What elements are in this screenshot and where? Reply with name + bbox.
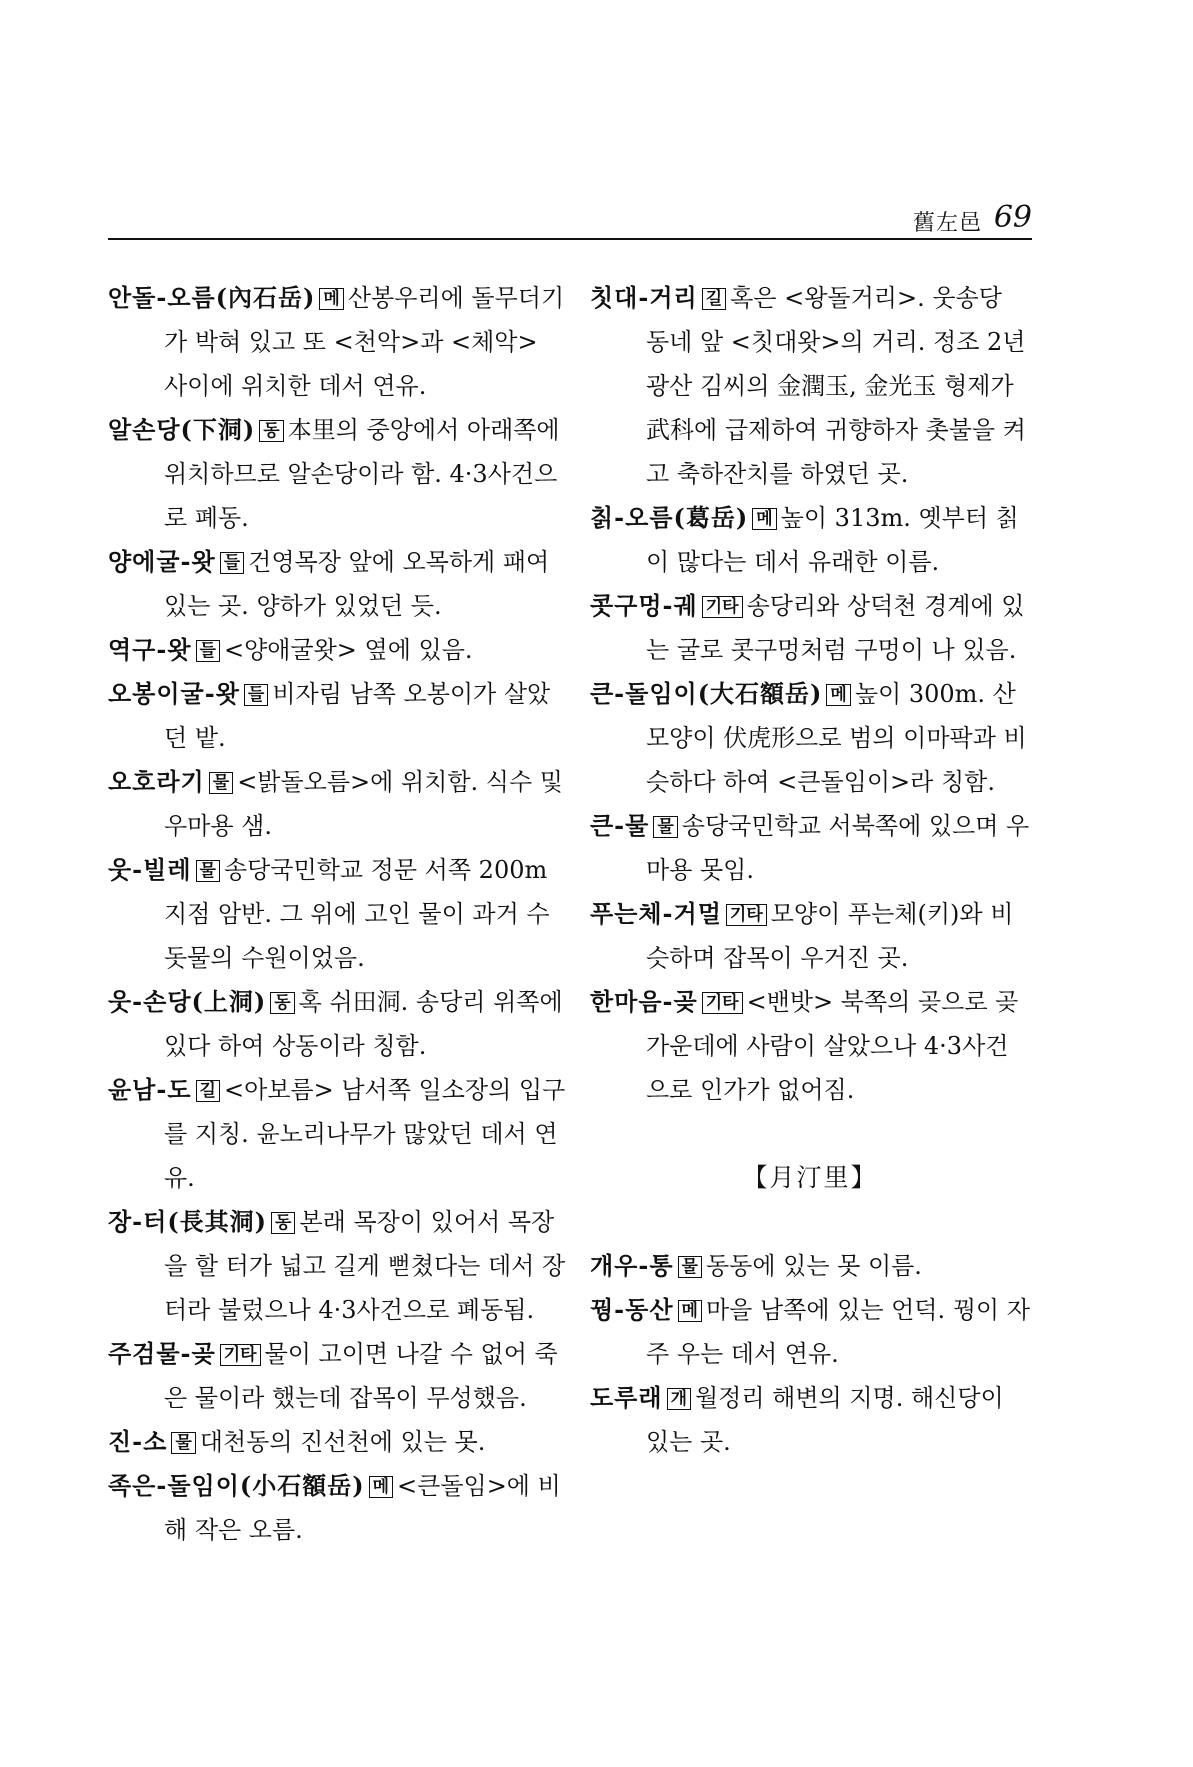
entry-description: 동동에 있는 못 이름.	[705, 1252, 922, 1280]
entry-description: 本里의 중앙에서 아래쪽에 위치하므로 알손당이라 함. 4·3사건으로 폐동.	[164, 416, 560, 532]
entry-category-tag: 메	[752, 508, 776, 530]
entry-category-tag: 동	[259, 420, 283, 442]
entry-category-tag: 기타	[702, 596, 743, 618]
dictionary-entry	[108, 628, 566, 672]
entry-category-tag: 물	[209, 772, 233, 794]
entry-description: 비자림 남쪽 오봉이가 살았던 밭.	[164, 680, 551, 752]
entry-description: 송당리와 상덕천 경계에 있는 굴로 콧구멍처럼 구멍이 나 있음.	[646, 592, 1025, 664]
entry-description: <양애굴왓> 옆에 있음.	[223, 636, 473, 664]
dictionary-entry	[108, 1464, 566, 1552]
page-number: 69	[993, 200, 1032, 235]
dictionary-entry	[108, 760, 566, 848]
left-column	[108, 276, 566, 1552]
entry-headword: 칡-오름(葛岳)	[590, 503, 749, 532]
entry-description: <아보름> 남서쪽 일소장의 입구를 지칭. 윤노리나무가 많았던 데서 연유.	[164, 1076, 566, 1192]
dictionary-entry	[590, 1244, 1030, 1288]
entry-headword: 푸는체-거멀	[590, 899, 722, 928]
entry-headword: 개우-통	[590, 1251, 674, 1280]
entry-headword: 양에굴-왓	[108, 547, 216, 576]
section-title: 【月汀里】	[742, 1163, 878, 1192]
entry-headword: 한마음-곶	[590, 987, 698, 1016]
dictionary-entry	[590, 804, 1030, 892]
entry-headword: 칫대-거리	[590, 283, 698, 312]
entry-category-tag: 메	[369, 1476, 393, 1498]
entry-category-tag: 길	[196, 1080, 220, 1102]
entry-description: 높이 300m. 산 모양이 伏虎形으로 범의 이마팍과 비슷하다 하여 <큰돌임이>라 칭함.	[646, 680, 1027, 796]
entry-category-tag: 물	[196, 860, 220, 882]
dictionary-entry	[590, 672, 1030, 804]
entry-headword: 알손당(下洞)	[108, 415, 256, 444]
header-rule	[108, 238, 1032, 240]
running-title: 舊左邑	[912, 211, 982, 236]
entry-description: 송당국민학교 정문 서쪽 200m 지점 암반. 그 위에 고인 물이 과거 수돗물의 수원이었음.	[164, 856, 550, 972]
entry-category-tag: 기타	[726, 904, 767, 926]
entry-category-tag: 메	[678, 1300, 702, 1322]
entry-headword: 진-소	[108, 1427, 168, 1456]
entry-category-tag: 물	[678, 1256, 702, 1278]
entry-category-tag: 메	[826, 684, 850, 706]
entry-category-tag: 기타	[702, 992, 743, 1014]
right-column-entries	[590, 276, 1030, 1112]
entry-description: <큰돌임>에 비해 작은 오름.	[164, 1472, 561, 1544]
entry-description: 혹은 <왕돌거리>. 웃송당 동네 앞 <칫대왓>의 거리. 정조 2년 광산 김씨의 金潤玉, 金光玉 형제가 武科에 급제하여 귀향하자 촛불을 켜고 축하잔치를 하였던 곳.	[646, 284, 1026, 488]
entry-headword: 주검물-곶	[108, 1339, 216, 1368]
entry-headword: 웃-손당(上洞)	[108, 987, 267, 1016]
dictionary-entry	[590, 980, 1030, 1112]
entry-headword: 역구-왓	[108, 635, 192, 664]
page-header	[108, 196, 1032, 240]
entry-category-tag: 물	[171, 1432, 195, 1454]
entry-description: 물이 고이면 나갈 수 없어 죽은 물이라 했는데 잡목이 무성했음.	[164, 1340, 558, 1412]
entry-headword: 오호라기	[108, 767, 205, 796]
dictionary-entry	[108, 408, 566, 540]
dictionary-entry	[590, 892, 1030, 980]
dictionary-entry	[108, 1332, 566, 1420]
entry-description: 혹 쉬田洞. 송당리 위쪽에 있다 하여 상동이라 칭함.	[164, 988, 563, 1060]
dictionary-entry	[108, 672, 566, 760]
right-column	[590, 276, 1030, 1464]
entry-category-tag: 길	[702, 288, 726, 310]
entry-headword: 오봉이굴-왓	[108, 679, 240, 708]
entry-headword: 안돌-오름(內石岳)	[108, 283, 316, 312]
dictionary-entry	[590, 1288, 1030, 1376]
dictionary-entry	[590, 276, 1030, 496]
dictionary-entry	[590, 1376, 1030, 1464]
entry-headword: 큰-물	[590, 811, 650, 840]
dictionary-entry	[108, 1420, 566, 1464]
entry-headword: 족은-돌임이(小石額岳)	[108, 1471, 365, 1500]
entry-headword: 콧구멍-궤	[590, 591, 698, 620]
dictionary-entry	[590, 496, 1030, 584]
entry-headword: 장-터(長其洞)	[108, 1207, 268, 1236]
entry-headword: 꿩-동산	[590, 1295, 674, 1324]
dictionary-entry	[590, 584, 1030, 672]
entry-headword: 윤남-도	[108, 1075, 192, 1104]
entry-description: 월정리 해변의 지명. 해신당이 있는 곳.	[646, 1384, 1004, 1456]
entry-category-tag: 메	[319, 288, 343, 310]
entry-category-tag: 기타	[220, 1344, 261, 1366]
entry-headword: 도루래	[590, 1383, 663, 1412]
entry-headword: 큰-돌임이(大石額岳)	[590, 679, 823, 708]
entry-description: 마을 남쪽에 있는 언덕. 꿩이 자주 우는 데서 연유.	[646, 1296, 1030, 1368]
entry-category-tag: 동	[271, 1212, 295, 1234]
dictionary-entry	[108, 848, 566, 980]
dictionary-entry	[108, 980, 566, 1068]
entry-category-tag: 들	[196, 640, 220, 662]
entry-description: 모양이 푸는체(키)와 비슷하며 잡목이 우거진 곳.	[646, 900, 1014, 972]
entry-description: 대천동의 진선천에 있는 못.	[199, 1428, 486, 1456]
entry-headword: 웃-빌레	[108, 855, 192, 884]
entry-category-tag: 개	[667, 1388, 691, 1410]
entry-category-tag: 물	[653, 816, 677, 838]
entry-description: 건영목장 앞에 오목하게 패여 있는 곳. 양하가 있었던 듯.	[164, 548, 550, 620]
right-column-section-entries	[590, 1244, 1030, 1464]
entry-description: 송당국민학교 서북쪽에 있으며 우마용 못임.	[646, 812, 1030, 884]
dictionary-entry	[108, 540, 566, 628]
entry-description: <밴밧> 북쪽의 곶으로 곶 가운데에 사람이 살았으나 4·3사건으로 인가가 없어짐.	[646, 988, 1019, 1104]
entry-category-tag: 동	[270, 992, 294, 1014]
entry-category-tag: 들	[220, 552, 244, 574]
entry-category-tag: 들	[244, 684, 268, 706]
dictionary-entry	[108, 276, 566, 408]
entry-description: 높이 313m. 옛부터 칡이 많다는 데서 유래한 이름.	[646, 504, 1019, 576]
dictionary-entry	[108, 1068, 566, 1200]
entry-description: 본래 목장이 있어서 목장을 할 터가 넓고 길게 뻗쳤다는 데서 장터라 불렀으나 4·3사건으로 폐동됨.	[164, 1208, 566, 1324]
dictionary-entry	[108, 1200, 566, 1332]
entry-description: 산봉우리에 돌무더기가 박혀 있고 또 <천악>과 <체악> 사이에 위치한 데서 연유.	[164, 284, 565, 400]
entry-description: <밝돌오름>에 위치함. 식수 및 우마용 샘.	[164, 768, 563, 840]
